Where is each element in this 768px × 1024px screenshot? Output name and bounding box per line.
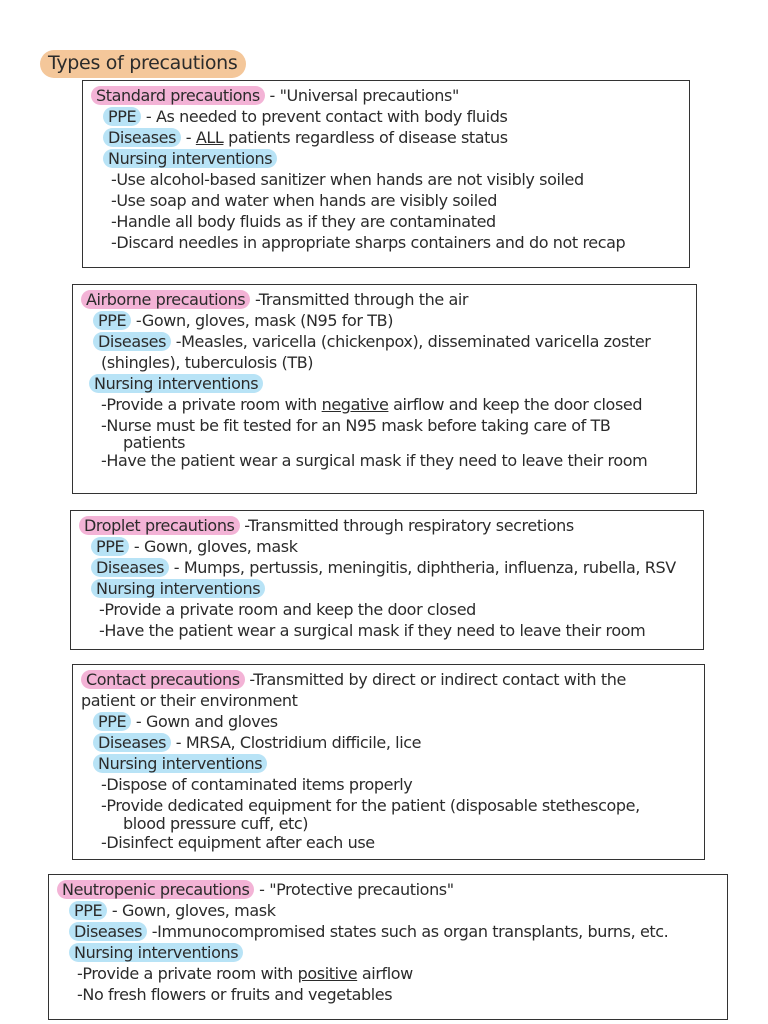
airborne-description: -Transmitted through the air xyxy=(254,290,469,309)
neutropenic-nursing-label: Nursing interventions xyxy=(69,943,243,962)
airborne-ppe-text: -Gown, gloves, mask (N95 for TB) xyxy=(135,311,394,330)
neutropenic-item-2: -No fresh flowers or fruits and vegetables xyxy=(77,985,393,1004)
standard-diseases-dash: - xyxy=(185,128,196,147)
standard-diseases-text: patients regardless of disease status xyxy=(223,128,508,147)
droplet-precautions-box xyxy=(70,510,704,650)
standard-ppe-label: PPE xyxy=(103,107,141,126)
neutropenic-precautions-box xyxy=(48,874,728,1020)
contact-nursing-label: Nursing interventions xyxy=(93,754,267,773)
contact-precautions-box xyxy=(72,664,705,860)
droplet-ppe-label: PPE xyxy=(91,537,129,556)
airborne-item-3: -Have the patient wear a surgical mask if they need to leave their room xyxy=(101,451,648,470)
contact-description-cont: patient or their environment xyxy=(81,691,298,710)
neutropenic-item-1-end: airflow xyxy=(357,964,413,983)
neutropenic-diseases-label: Diseases xyxy=(69,922,147,941)
airborne-item-1-negative: negative xyxy=(321,395,389,414)
airborne-item-2: -Nurse must be fit tested for an N95 mask before taking care of TB xyxy=(101,416,611,435)
airborne-item-2-cont: patients xyxy=(123,433,186,452)
neutropenic-precautions-heading: Neutropenic precautions xyxy=(57,880,254,899)
standard-precautions-heading: Standard precautions xyxy=(91,86,265,105)
airborne-item-1-start: -Provide a private room with xyxy=(101,395,322,414)
standard-item-3: -Handle all body fluids as if they are contaminated xyxy=(111,212,496,231)
droplet-diseases-text: - Mumps, pertussis, meningitis, diphtheria, influenza, rubella, RSV xyxy=(173,558,676,577)
standard-item-4: -Discard needles in appropriate sharps containers and do not recap xyxy=(111,233,626,252)
droplet-diseases-label: Diseases xyxy=(91,558,169,577)
droplet-precautions-heading: Droplet precautions xyxy=(79,516,240,535)
droplet-item-2: -Have the patient wear a surgical mask if they need to leave their room xyxy=(99,621,646,640)
droplet-item-1: -Provide a private room and keep the door closed xyxy=(99,600,476,619)
neutropenic-item-1-positive: positive xyxy=(297,964,358,983)
page-title: Types of precautions xyxy=(40,50,246,78)
airborne-item-1-end: airflow and keep the door closed xyxy=(388,395,643,414)
neutropenic-diseases-text: -Immunocompromised states such as organ transplants, burns, etc. xyxy=(151,922,669,941)
standard-description: - "Universal precautions" xyxy=(269,86,459,105)
standard-item-2: -Use soap and water when hands are visibly soiled xyxy=(111,191,497,210)
neutropenic-ppe-label: PPE xyxy=(69,901,107,920)
airborne-diseases-label: Diseases xyxy=(93,332,171,351)
standard-diseases-all: ALL xyxy=(195,128,224,147)
contact-ppe-text: - Gown and gloves xyxy=(135,712,278,731)
standard-precautions-box xyxy=(82,80,690,268)
contact-diseases-text: - MRSA, Clostridium difficile, lice xyxy=(175,733,422,752)
contact-precautions-heading: Contact precautions xyxy=(81,670,245,689)
droplet-description: -Transmitted through respiratory secretions xyxy=(244,516,574,535)
contact-item-2: -Provide dedicated equipment for the patient (disposable stethescope, xyxy=(101,796,640,815)
neutropenic-ppe-text: - Gown, gloves, mask xyxy=(111,901,276,920)
standard-ppe-text: - As needed to prevent contact with body fluids xyxy=(145,107,508,126)
standard-nursing-label: Nursing interventions xyxy=(103,149,277,168)
neutropenic-description: - "Protective precautions" xyxy=(259,880,454,899)
airborne-nursing-label: Nursing interventions xyxy=(89,374,263,393)
droplet-nursing-label: Nursing interventions xyxy=(91,579,265,598)
standard-diseases-label: Diseases xyxy=(103,128,181,147)
contact-description: -Transmitted by direct or indirect contact with the xyxy=(249,670,626,689)
neutropenic-item-1-start: -Provide a private room with xyxy=(77,964,298,983)
airborne-diseases-text: -Measles, varicella (chickenpox), disseminated varicella zoster xyxy=(175,332,651,351)
standard-item-1: -Use alcohol-based sanitizer when hands are not visibly soiled xyxy=(111,170,584,189)
contact-diseases-label: Diseases xyxy=(93,733,171,752)
airborne-precautions-heading: Airborne precautions xyxy=(81,290,250,309)
droplet-ppe-text: - Gown, gloves, mask xyxy=(133,537,298,556)
airborne-ppe-label: PPE xyxy=(93,311,131,330)
airborne-precautions-box xyxy=(72,284,697,494)
contact-ppe-label: PPE xyxy=(93,712,131,731)
contact-item-1: -Dispose of contaminated items properly xyxy=(101,775,413,794)
airborne-diseases-text-cont: (shingles), tuberculosis (TB) xyxy=(101,353,314,372)
contact-item-3: -Disinfect equipment after each use xyxy=(101,833,375,852)
contact-item-2-cont: blood pressure cuff, etc) xyxy=(123,814,309,833)
